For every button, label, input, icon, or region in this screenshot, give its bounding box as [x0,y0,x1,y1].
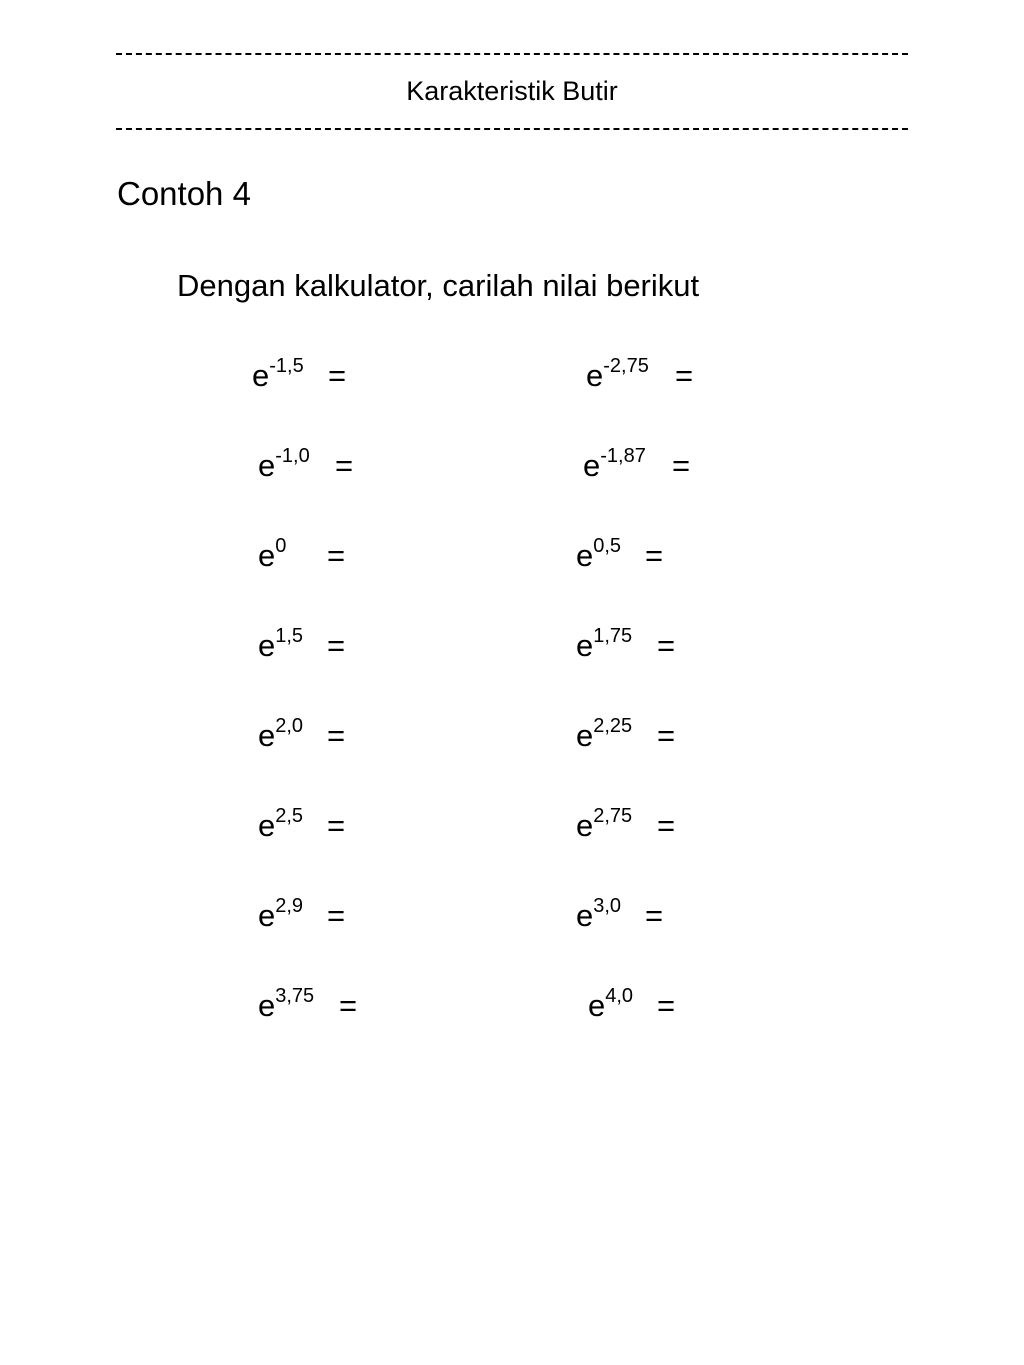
header-divider-top [116,53,908,73]
equals-sign: = [327,538,346,573]
equals-sign: = [675,358,694,393]
expression-exponent: 2,9 [275,895,304,917]
expression-base: e [576,628,594,663]
expression-base: e [576,538,594,573]
header-divider-bottom [116,128,908,148]
expression-base: e [258,808,276,843]
equals-sign: = [657,718,676,753]
expression-right-4 [576,625,676,666]
expression-left-5 [258,715,346,756]
expression-exponent: 1,75 [593,625,633,647]
equals-sign: = [672,448,691,483]
expression-right-5 [576,715,676,756]
equals-sign: = [657,988,676,1023]
expression-left-8 [258,985,358,1026]
expression-base: e [258,988,276,1023]
expression-right-8 [588,985,676,1026]
expression-base: e [252,358,270,393]
expression-exponent: 2,25 [593,715,633,737]
expression-left-7 [258,895,346,936]
expression-right-6 [576,805,676,846]
expression-exponent: -1,0 [275,445,310,467]
expression-left-2 [258,445,354,486]
expression-exponent: 2,75 [593,805,633,827]
expression-right-3 [576,535,664,576]
equals-sign: = [327,898,346,933]
expression-base: e [258,898,276,933]
expression-base: e [576,718,594,753]
equals-sign: = [657,628,676,663]
equals-sign: = [327,808,346,843]
equals-sign: = [328,358,347,393]
expression-base: e [258,448,276,483]
expression-base: e [258,628,276,663]
expression-exponent: 0,5 [593,535,622,557]
expression-right-2 [583,445,691,486]
expression-right-1 [586,355,694,396]
expression-base: e [258,538,276,573]
equals-sign: = [657,808,676,843]
expression-base: e [586,358,604,393]
expression-exponent: -2,75 [603,355,649,377]
expression-left-1 [252,355,347,396]
expression-base: e [258,718,276,753]
expression-base: e [588,988,606,1023]
expression-exponent: 1,5 [275,625,304,647]
expression-exponent: 3,75 [275,985,315,1007]
expression-left-3 [258,535,346,576]
example-label: Contoh 4 [117,175,251,212]
equals-sign: = [645,898,664,933]
instruction-text: Dengan kalkulator, carilah nilai berikut [177,268,700,303]
equals-sign: = [335,448,354,483]
expression-base: e [583,448,601,483]
expression-exponent: -1,87 [600,445,646,467]
expression-exponent: 0 [275,535,287,557]
equals-sign: = [645,538,664,573]
expression-right-7 [576,895,664,936]
expression-base: e [576,898,594,933]
equals-sign: = [327,718,346,753]
page-header-title: Karakteristik Butir [406,76,618,106]
expression-base: e [576,808,594,843]
equals-sign: = [327,628,346,663]
expression-left-4 [258,625,346,666]
expression-left-6 [258,805,346,846]
expression-exponent: -1,5 [269,355,304,377]
expression-exponent: 2,5 [275,805,304,827]
expression-exponent: 4,0 [605,985,634,1007]
expression-exponent: 3,0 [593,895,622,917]
expression-exponent: 2,0 [275,715,304,737]
equals-sign: = [339,988,358,1023]
